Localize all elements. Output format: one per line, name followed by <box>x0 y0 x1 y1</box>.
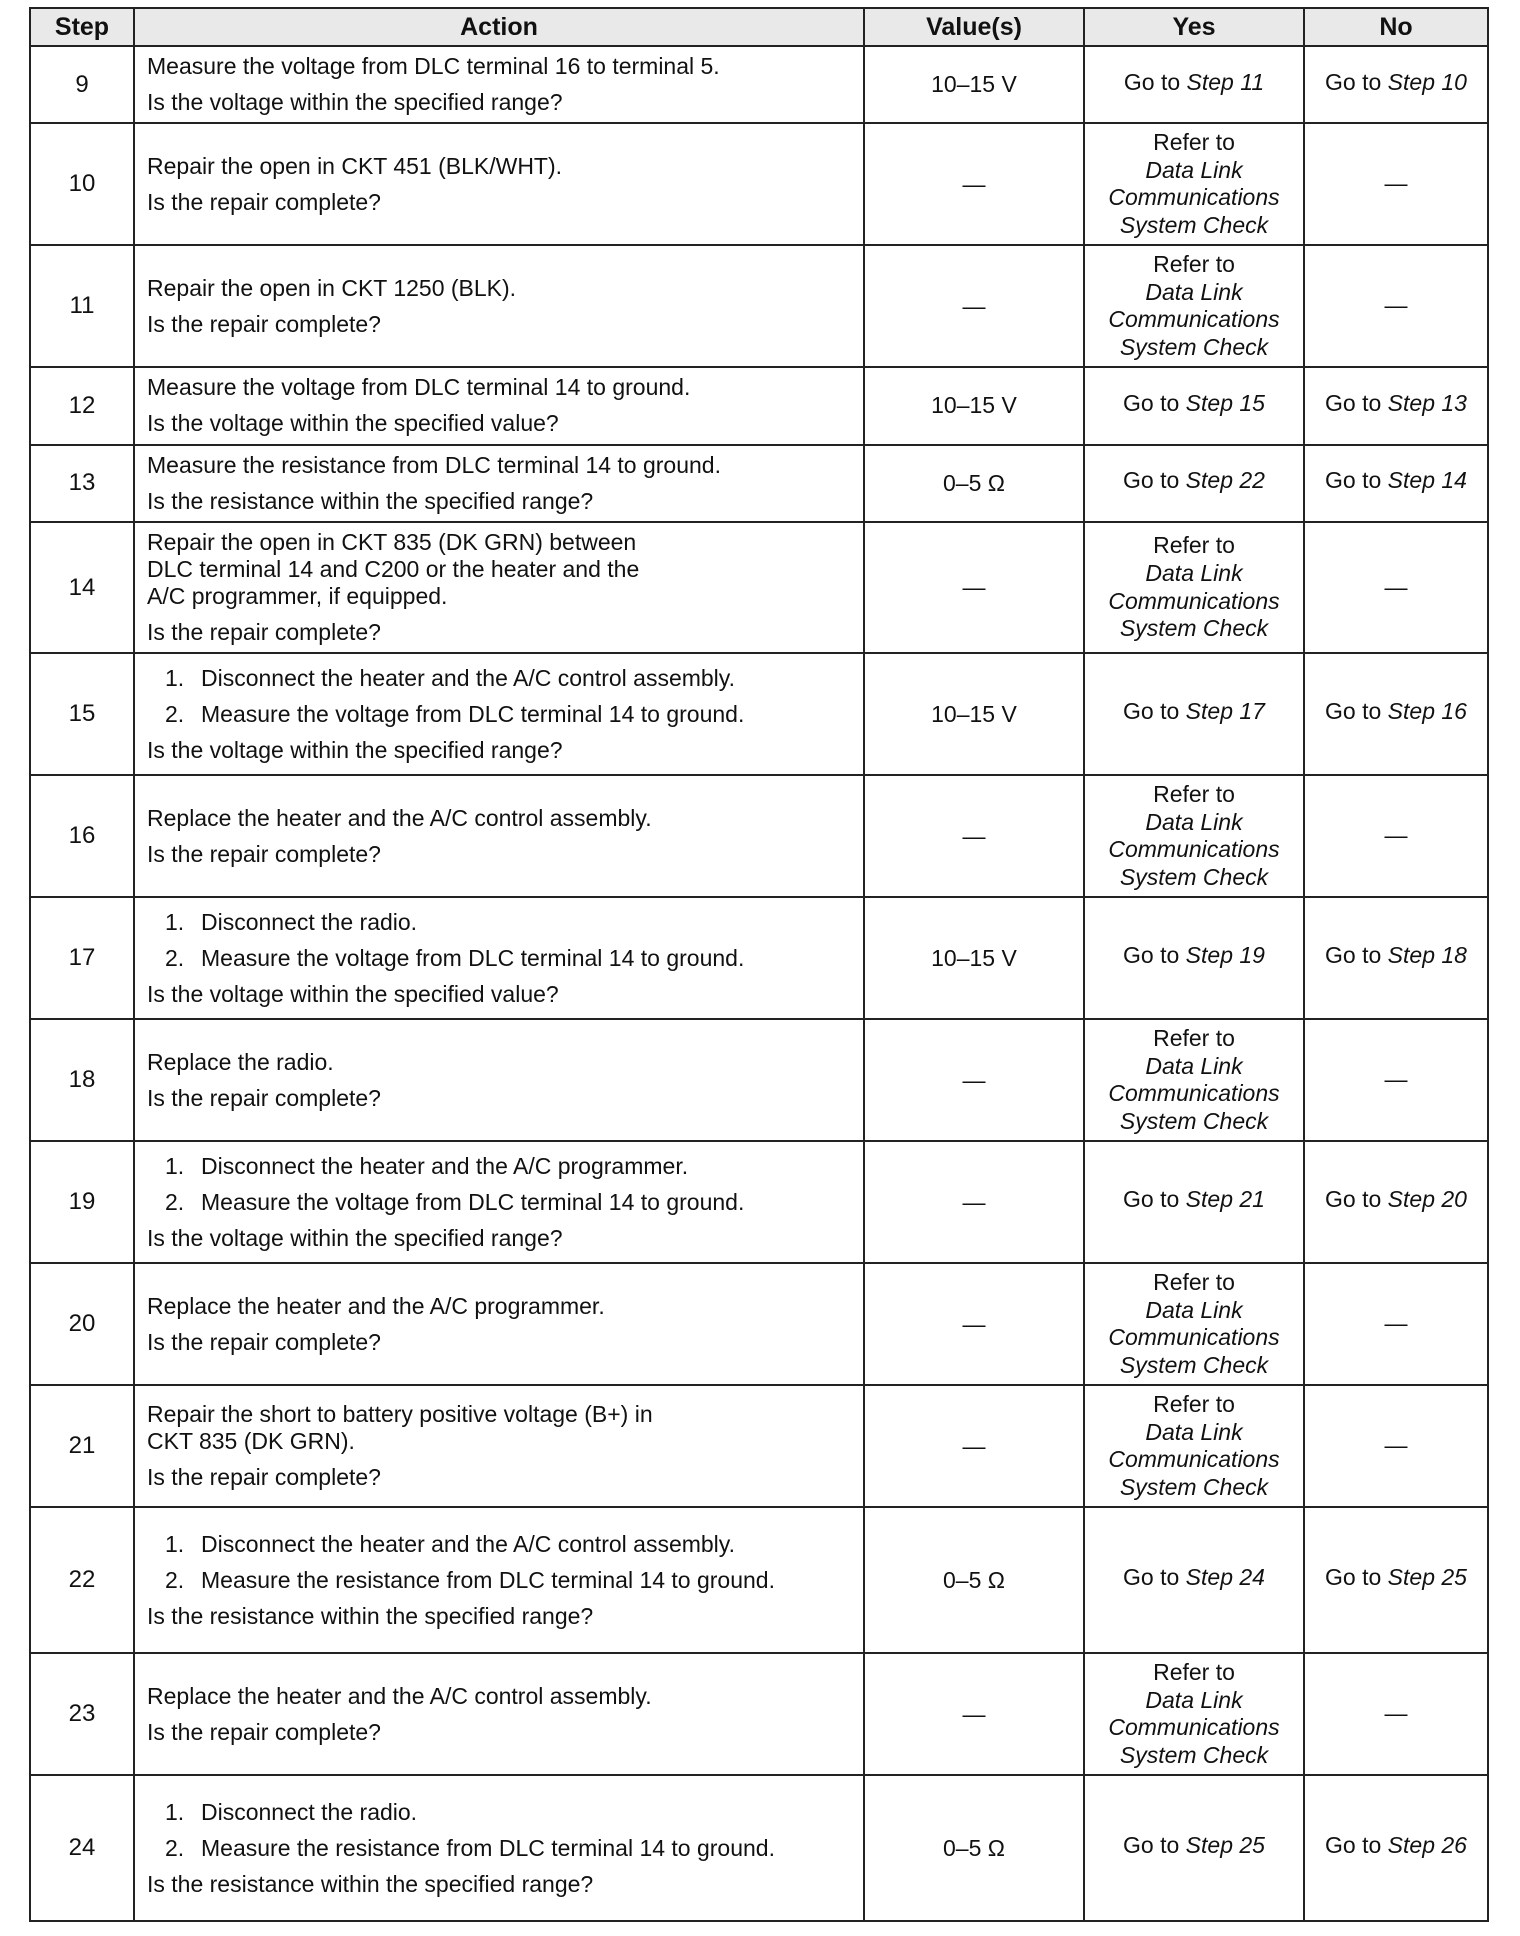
table-row <box>30 1141 1488 1263</box>
no-dash: — <box>1304 123 1488 245</box>
no-goto <box>1304 367 1488 444</box>
goto-step: Step 25 <box>1387 1564 1467 1591</box>
step-number: 16 <box>30 775 134 897</box>
diagnostic-table <box>29 7 1489 1922</box>
table-row <box>30 445 1488 522</box>
instruction-text: Disconnect the heater and the A/C control assembly. <box>201 664 735 691</box>
value-cell: — <box>864 1385 1084 1507</box>
action-question: Is the voltage within the specified range? <box>147 736 563 763</box>
step-number: 17 <box>30 897 134 1019</box>
instruction-line: Repair the short to battery positive voltage (B+) in <box>147 1401 653 1428</box>
goto-step: Step 18 <box>1387 942 1467 969</box>
instruction-line: Measure the resistance from DLC terminal 14 to ground. <box>147 451 721 478</box>
goto-prefix: Go to <box>1325 68 1388 95</box>
yes-goto <box>1084 46 1304 123</box>
goto-step: Step 20 <box>1387 1186 1467 1213</box>
refer-line: Refer to <box>1153 532 1235 559</box>
step-number: 9 <box>30 46 134 123</box>
refer-line: System Check <box>1119 1351 1269 1378</box>
goto-step: Step 10 <box>1387 68 1467 95</box>
action-instruction <box>147 529 853 610</box>
no-goto <box>1304 1507 1488 1653</box>
goto-prefix: Go to <box>1325 390 1388 417</box>
goto-step: Step 15 <box>1185 390 1265 417</box>
step-number: 12 <box>30 367 134 444</box>
action-cell <box>134 1385 864 1507</box>
step-number: 10 <box>30 123 134 245</box>
refer-line: System Check <box>1119 1473 1269 1500</box>
action-cell <box>134 367 864 444</box>
table-row <box>30 1385 1488 1507</box>
refer-line: System Check <box>1119 863 1269 890</box>
action-question: Is the repair complete? <box>147 840 381 867</box>
refer-line: Communications <box>1108 1324 1280 1351</box>
action-instruction <box>147 1049 853 1076</box>
instruction-text: Measure the resistance from DLC terminal 14 to ground. <box>201 1566 775 1593</box>
goto-step: Step 11 <box>1186 68 1265 95</box>
yes-goto <box>1084 1141 1304 1263</box>
goto-step: Step 25 <box>1185 1832 1265 1859</box>
refer-line: Data Link <box>1145 1418 1243 1445</box>
no-dash: — <box>1304 1019 1488 1141</box>
action-question: Is the repair complete? <box>147 1084 381 1111</box>
goto-step: Step 22 <box>1185 467 1265 494</box>
instruction-text: Measure the voltage from DLC terminal 14 to ground. <box>201 700 745 727</box>
instruction-number: 1. <box>165 1530 185 1557</box>
action-question: Is the voltage within the specified range? <box>147 1224 563 1251</box>
value-cell: — <box>864 1019 1084 1141</box>
yes-goto <box>1084 897 1304 1019</box>
refer-line: Communications <box>1108 836 1280 863</box>
step-number: 14 <box>30 522 134 654</box>
action-instruction <box>147 805 853 832</box>
instruction-line: Repair the open in CKT 1250 (BLK). <box>147 274 517 301</box>
goto-step: Step 19 <box>1185 942 1265 969</box>
no-goto <box>1304 46 1488 123</box>
goto-prefix: Go to <box>1325 1186 1388 1213</box>
step-number: 19 <box>30 1141 134 1263</box>
table-body <box>30 46 1488 1921</box>
refer-line: System Check <box>1119 615 1269 642</box>
action-cell <box>134 1775 864 1921</box>
action-cell <box>134 775 864 897</box>
table-row <box>30 1653 1488 1775</box>
refer-line: System Check <box>1119 1741 1269 1768</box>
no-goto <box>1304 897 1488 1019</box>
goto-prefix: Go to <box>1325 1564 1388 1591</box>
refer-line: Communications <box>1108 587 1280 614</box>
goto-prefix: Go to <box>1325 942 1388 969</box>
table-row <box>30 653 1488 775</box>
action-question: Is the repair complete? <box>147 1718 381 1745</box>
header-yes: Yes <box>1084 8 1304 46</box>
table-row <box>30 1507 1488 1653</box>
instruction-text: Measure the voltage from DLC terminal 14 to ground. <box>201 944 745 971</box>
action-instruction <box>147 1401 853 1455</box>
no-dash: — <box>1304 522 1488 654</box>
yes-goto <box>1084 1507 1304 1653</box>
header-action: Action <box>134 8 864 46</box>
table-row <box>30 897 1488 1019</box>
step-number: 15 <box>30 653 134 775</box>
action-instruction <box>147 1683 853 1710</box>
refer-line: Data Link <box>1145 1296 1243 1323</box>
step-number: 24 <box>30 1775 134 1921</box>
value-cell: 0–5 Ω <box>864 445 1084 522</box>
no-goto <box>1304 445 1488 522</box>
value-cell: — <box>864 123 1084 245</box>
table-row <box>30 1019 1488 1141</box>
no-dash: — <box>1304 1385 1488 1507</box>
action-question: Is the voltage within the specified value? <box>147 980 559 1007</box>
value-cell: 0–5 Ω <box>864 1507 1084 1653</box>
value-cell: 10–15 V <box>864 46 1084 123</box>
action-cell <box>134 445 864 522</box>
action-cell <box>134 245 864 367</box>
numbered-instruction <box>165 1531 853 1558</box>
numbered-instruction <box>165 945 853 972</box>
yes-goto <box>1084 653 1304 775</box>
instruction-text: Measure the resistance from DLC terminal 14 to ground. <box>201 1834 775 1861</box>
no-dash: — <box>1304 775 1488 897</box>
instruction-line: Measure the voltage from DLC terminal 16 to terminal 5. <box>147 53 720 79</box>
instruction-line: Replace the heater and the A/C control assembly. <box>147 1682 652 1709</box>
action-question: Is the resistance within the specified range? <box>147 487 594 514</box>
table-row <box>30 1263 1488 1385</box>
no-dash: — <box>1304 245 1488 367</box>
action-question: Is the repair complete? <box>147 619 381 646</box>
instruction-line: A/C programmer, if equipped. <box>147 583 448 609</box>
action-cell <box>134 1263 864 1385</box>
action-question: Is the voltage within the specified range? <box>147 89 563 116</box>
refer-data-link-check <box>1084 1653 1304 1775</box>
action-question: Is the repair complete? <box>147 188 381 215</box>
goto-step: Step 26 <box>1387 1832 1467 1859</box>
instruction-line: DLC terminal 14 and C200 or the heater and the <box>147 555 640 582</box>
numbered-instruction <box>165 1799 853 1826</box>
value-cell: — <box>864 1141 1084 1263</box>
goto-step: Step 13 <box>1387 390 1467 417</box>
table-row <box>30 245 1488 367</box>
action-instruction <box>147 153 853 180</box>
action-cell <box>134 897 864 1019</box>
instruction-number: 1. <box>165 908 185 935</box>
action-question: Is the repair complete? <box>147 1328 381 1355</box>
action-instruction <box>147 374 853 401</box>
step-number: 22 <box>30 1507 134 1653</box>
instruction-text: Disconnect the radio. <box>201 908 418 935</box>
goto-prefix: Go to <box>1123 698 1186 725</box>
refer-line: Communications <box>1108 184 1280 211</box>
value-cell: — <box>864 1653 1084 1775</box>
value-cell: 10–15 V <box>864 653 1084 775</box>
refer-line: Communications <box>1108 306 1280 333</box>
goto-prefix: Go to <box>1325 698 1388 725</box>
refer-data-link-check <box>1084 775 1304 897</box>
instruction-number: 2. <box>165 1834 185 1861</box>
table-row <box>30 46 1488 123</box>
refer-line: Data Link <box>1145 1052 1243 1079</box>
action-question: Is the resistance within the specified range? <box>147 1602 594 1629</box>
goto-prefix: Go to <box>1123 1186 1186 1213</box>
refer-line: Data Link <box>1145 808 1243 835</box>
instruction-text: Disconnect the heater and the A/C programmer. <box>201 1152 689 1179</box>
action-question: Is the repair complete? <box>147 1464 381 1491</box>
goto-prefix: Go to <box>1123 68 1187 95</box>
instruction-line: CKT 835 (DK GRN). <box>147 1428 355 1455</box>
action-cell <box>134 522 864 654</box>
refer-line: Data Link <box>1145 156 1243 183</box>
instruction-number: 1. <box>165 1798 185 1825</box>
no-goto <box>1304 1141 1488 1263</box>
step-number: 20 <box>30 1263 134 1385</box>
value-cell: — <box>864 522 1084 654</box>
value-cell: 10–15 V <box>864 897 1084 1019</box>
refer-line: System Check <box>1119 333 1269 360</box>
numbered-instruction <box>165 909 853 936</box>
refer-line: Refer to <box>1153 1025 1235 1052</box>
refer-line: Communications <box>1108 1446 1280 1473</box>
action-question: Is the repair complete? <box>147 310 381 337</box>
goto-prefix: Go to <box>1325 1832 1388 1859</box>
refer-data-link-check <box>1084 123 1304 245</box>
refer-line: Refer to <box>1153 1659 1235 1686</box>
value-cell: 10–15 V <box>864 367 1084 444</box>
numbered-instruction <box>165 701 853 728</box>
instruction-number: 2. <box>165 1188 185 1215</box>
action-instruction <box>147 53 853 80</box>
action-cell <box>134 1141 864 1263</box>
goto-step: Step 21 <box>1185 1186 1265 1213</box>
instruction-number: 2. <box>165 944 185 971</box>
goto-step: Step 24 <box>1185 1564 1265 1591</box>
instruction-text: Disconnect the heater and the A/C control assembly. <box>201 1530 735 1557</box>
no-dash: — <box>1304 1263 1488 1385</box>
goto-prefix: Go to <box>1123 942 1186 969</box>
refer-line: Refer to <box>1153 251 1235 278</box>
action-cell <box>134 1507 864 1653</box>
value-cell: 0–5 Ω <box>864 1775 1084 1921</box>
goto-prefix: Go to <box>1123 1564 1186 1591</box>
value-cell: — <box>864 245 1084 367</box>
action-cell <box>134 123 864 245</box>
table-row <box>30 775 1488 897</box>
goto-step: Step 14 <box>1387 467 1467 494</box>
numbered-instruction <box>165 1189 853 1216</box>
action-question: Is the voltage within the specified value? <box>147 410 559 437</box>
step-number: 13 <box>30 445 134 522</box>
action-cell <box>134 1653 864 1775</box>
action-instruction <box>147 452 853 479</box>
refer-line: System Check <box>1119 211 1269 238</box>
action-question: Is the resistance within the specified range? <box>147 1870 594 1897</box>
table-row <box>30 1775 1488 1921</box>
action-instruction <box>147 1293 853 1320</box>
refer-data-link-check <box>1084 1263 1304 1385</box>
refer-line: Data Link <box>1145 1686 1243 1713</box>
action-cell <box>134 46 864 123</box>
value-cell: — <box>864 1263 1084 1385</box>
numbered-instruction <box>165 665 853 692</box>
step-number: 21 <box>30 1385 134 1507</box>
step-number: 18 <box>30 1019 134 1141</box>
instruction-number: 2. <box>165 700 185 727</box>
numbered-instruction <box>165 1153 853 1180</box>
table-row <box>30 123 1488 245</box>
numbered-instruction <box>165 1567 853 1594</box>
table-row <box>30 522 1488 654</box>
value-cell: — <box>864 775 1084 897</box>
action-instruction <box>147 275 853 302</box>
numbered-instruction <box>165 1835 853 1862</box>
table-header-row <box>30 8 1488 46</box>
step-number: 23 <box>30 1653 134 1775</box>
goto-prefix: Go to <box>1123 1832 1186 1859</box>
refer-line: Refer to <box>1153 129 1235 156</box>
step-number: 11 <box>30 245 134 367</box>
goto-prefix: Go to <box>1123 390 1186 417</box>
instruction-line: Replace the heater and the A/C programmer. <box>147 1292 605 1319</box>
action-cell <box>134 653 864 775</box>
refer-data-link-check <box>1084 522 1304 654</box>
instruction-number: 2. <box>165 1566 185 1593</box>
yes-goto <box>1084 445 1304 522</box>
instruction-line: Repair the open in CKT 451 (BLK/WHT). <box>147 152 563 179</box>
goto-prefix: Go to <box>1325 467 1388 494</box>
header-step: Step <box>30 8 134 46</box>
refer-line: Refer to <box>1153 1269 1235 1296</box>
header-no: No <box>1304 8 1488 46</box>
no-goto <box>1304 1775 1488 1921</box>
action-cell <box>134 1019 864 1141</box>
instruction-line: Replace the radio. <box>147 1048 334 1075</box>
yes-goto <box>1084 367 1304 444</box>
refer-line: Communications <box>1108 1080 1280 1107</box>
refer-line: Communications <box>1108 1714 1280 1741</box>
refer-line: Data Link <box>1145 559 1243 586</box>
refer-data-link-check <box>1084 245 1304 367</box>
refer-line: Data Link <box>1145 278 1243 305</box>
refer-line: System Check <box>1119 1107 1269 1134</box>
table-row <box>30 367 1488 444</box>
yes-goto <box>1084 1775 1304 1921</box>
header-values: Value(s) <box>864 8 1084 46</box>
instruction-line: Measure the voltage from DLC terminal 14 to ground. <box>147 374 691 401</box>
goto-step: Step 16 <box>1387 698 1467 725</box>
instruction-line: Repair the open in CKT 835 (DK GRN) between <box>147 528 637 555</box>
refer-data-link-check <box>1084 1019 1304 1141</box>
refer-data-link-check <box>1084 1385 1304 1507</box>
no-dash: — <box>1304 1653 1488 1775</box>
instruction-text: Measure the voltage from DLC terminal 14 to ground. <box>201 1188 745 1215</box>
refer-line: Refer to <box>1153 1391 1235 1418</box>
goto-step: Step 17 <box>1185 698 1265 725</box>
no-goto <box>1304 653 1488 775</box>
instruction-number: 1. <box>165 664 185 691</box>
instruction-line: Replace the heater and the A/C control assembly. <box>147 804 652 831</box>
instruction-text: Disconnect the radio. <box>201 1798 418 1825</box>
instruction-number: 1. <box>165 1152 185 1179</box>
goto-prefix: Go to <box>1123 467 1186 494</box>
refer-line: Refer to <box>1153 781 1235 808</box>
